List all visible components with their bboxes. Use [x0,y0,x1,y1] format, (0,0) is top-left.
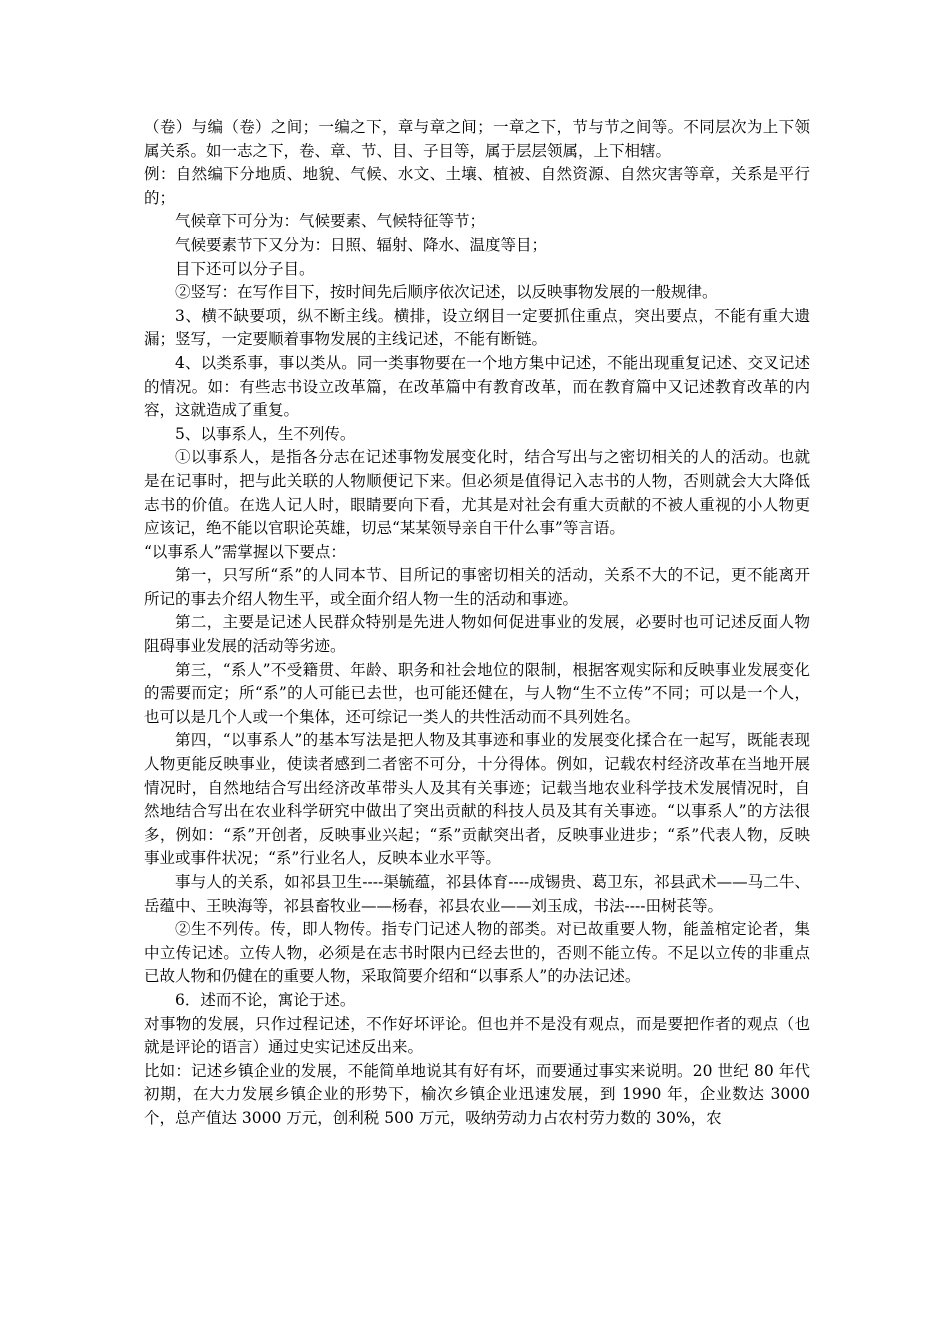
paragraph-8: 4、以类系事，事以类从。同一类事物要在一个地方集中记述，不能出现重复记述、交叉记述的情况。如：有些志书设立改革篇，在改革篇中有教育改革，而在教育篇中又记述教育改革的内容，这就造成了重复。 [144,353,810,420]
paragraph-19: 对事物的发展，只作过程记述，不作好坏评论。但也并不是没有观点，而是要把作者的观点（也就是评论的语言）通过史实记述反出来。 [144,1014,810,1057]
paragraph-12: 第一，只写所“系”的人同本节、目所记的事密切相关的活动，关系不大的不记，更不能离开所记的事去介绍人物生平，或全面介绍人物一生的活动和事迹。 [144,566,810,608]
paragraph-3: 气候章下可分为：气候要素、气候特征等节； [175,212,486,231]
paragraph-9: 5、以事系人，生不列传。 [175,424,356,443]
paragraph-15: 第四，“以事系人”的基本写法是把人物及其事迹和事业的发展变化揉合在一起写，既能表现人物更能反映事业，使读者感到二者密不可分，十分得体。例如，记载农村经济改革在当地开展情况时，自然地结合写出经济改革带头人及其有关事迹；记载当地农业科学技术发展情况时，自然地结合写出在农业科学研究中做出了突出贡献的科技人员及其有关事迹。“以事系人”的方法很多，例如：“系”开创者，反映事业兴起；“系”贡献突出者，反映事业进步；“系”代表人物，反映事业或事件状况；“系”行业名人，反映本业水平等。 [144,731,810,868]
paragraph-17: ②生不列传。传，即人物传。指专门记述人物的部类。对已故重要人物，能盖棺定论者，集中立传记述。立传人物，必须是在志书时限内已经去世的，否则不能立传。不足以立传的非重点已故人物和仍健在的重要人物，采取简要介绍和“以事系人”的办法记述。 [144,920,810,986]
paragraph-10: ①以事系人，是指各分志在记述事物发展变化时，结合写出与之密切相关的人的活动。也就是在记事时，把与此关联的人物顺便记下来。但必须是值得记入志书的人物，否则就会大大降低志书的价值。在选人记人时，眼睛要向下看，尤其是对社会有重大贡献的不被人重视的小人物更应该记，绝不能以官职论英雄，切忌“某某领导亲自干什么事”等言语。 [144,448,810,538]
paragraph-14: 第三，“系人”不受籍贯、年龄、职务和社会地位的限制，根据客观实际和反映事业发展变化的需要而定；所“系”的人可能已去世，也可能还健在，与人物“生不立传”不同；可以是一个人，也可以是几个人或一个集体，还可综记一类人的共性活动而不具列姓名。 [144,660,810,726]
paragraph-2: 例：自然编下分地质、地貌、气候、水文、土壤、植被、自然资源、自然灾害等章，关系是平行的； [144,165,810,207]
paragraph-5: 目下还可以分子目。 [175,259,315,278]
paragraph-4: 气候要素节下又分为：日照、辐射、降水、温度等目； [175,235,548,254]
paragraph-7: 3、横不缺要项，纵不断主线。横排，设立纲目一定要抓住重点，突出要点，不能有重大遗漏；竖写，一定要顺着事物发展的主线记述，不能有断链。 [144,306,810,349]
paragraph-11: “以事系人”需掌握以下要点： [144,542,346,561]
paragraph-20: 比如：记述乡镇企业的发展，不能简单地说其有好有坏，而要通过事实来说明。20 世纪 80 年代初期，在大力发展乡镇企业的形势下，榆次乡镇企业迅速发展，到 1990 年，企业数达 3000 个，总产值达 3000 万元，创利税 500 万元，吸纳劳动力占农村劳力数的 30%，农 [144,1061,810,1127]
paragraph-1: （卷）与编（卷）之间；一编之下，章与章之间；一章之下，节与节之间等。不同层次为上下领属关系。如一志之下，卷、章、节、目、子目等，属于层层领属，上下相辖。 [144,118,810,160]
paragraph-16: 事与人的关系，如祁县卫生----渠毓蕴，祁县体育----成锡贵、葛卫东，祁县武术——马二牛、岳蕴中、王映海等，祁县畜牧业——杨春，祁县农业——刘玉成，书法----田树苌等。 [144,873,810,915]
paragraph-13: 第二，主要是记述人民群众特别是先进人物如何促进事业的发展，必要时也可记述反面人物阻碍事业发展的活动等劣迹。 [144,613,810,656]
paragraph-18: 6．述而不论，寓论于述。 [175,990,356,1009]
paragraph-6: ②竖写：在写作目下，按时间先后顺序依次记述，以反映事物发展的一般规律。 [175,283,718,302]
